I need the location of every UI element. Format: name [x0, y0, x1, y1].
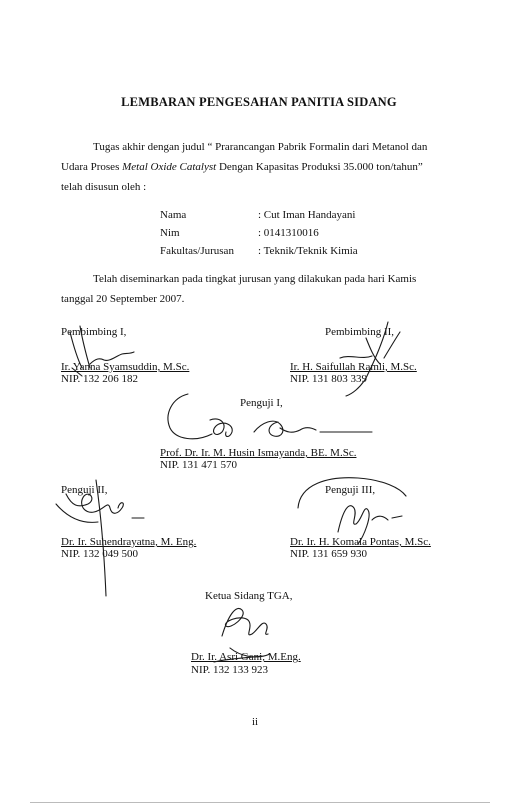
ketua-name: Dr. Ir. Asri Gani, M.Eng.	[191, 651, 301, 663]
name-value: : Cut Iman Handayani	[258, 209, 356, 221]
page-title: LEMBARAN PENGESAHAN PANITIA SIDANG	[121, 95, 397, 109]
penguji-1-role: Penguji I,	[240, 397, 283, 409]
seminar-line-1: Telah diseminarkan pada tingkat jurusan yang dilakukan pada hari Kamis	[93, 273, 417, 285]
nim-label: Nim	[160, 227, 180, 239]
intro-line-2c: Dengan Kapasitas Produksi 35.000 ton/tahun”	[216, 161, 423, 173]
penguji-3-nip: NIP. 131 659 930	[290, 548, 368, 560]
penguji-1-name: Prof. Dr. Ir. M. Husin Ismayanda, BE. M.Sc.	[160, 447, 357, 459]
ketua-role: Ketua Sidang TGA,	[205, 590, 293, 602]
pembimbing-1-nip: NIP. 132 206 182	[61, 373, 139, 385]
penguji-2-name: Dr. Ir. Suhendrayatna, M. Eng.	[61, 536, 197, 548]
intro-line-2a: Udara Proses	[61, 161, 123, 173]
pembimbing-1-role: Pembimbing I,	[61, 326, 127, 338]
intro-line-3: telah disusun oleh :	[61, 181, 147, 193]
page-edge-rule	[30, 802, 490, 803]
faculty-value: : Teknik/Teknik Kimia	[258, 245, 358, 257]
ketua-nip: NIP. 132 133 923	[191, 664, 269, 676]
intro-line-2-italic: Metal Oxide Catalyst	[122, 161, 217, 173]
pembimbing-2-nip: NIP. 131 803 339	[290, 373, 368, 385]
seminar-line-2: tanggal 20 September 2007.	[61, 293, 185, 305]
name-label: Nama	[160, 209, 187, 221]
page-number: ii	[252, 716, 259, 728]
intro-line-1: Tugas akhir dengan judul “ Prarancangan Pabrik Formalin dari Metanol dan	[93, 141, 428, 153]
nim-value: : 0141310016	[258, 227, 319, 239]
faculty-label: Fakultas/Jurusan	[160, 245, 234, 257]
penguji-2-role: Penguji II,	[61, 484, 108, 496]
pembimbing-2-name: Ir. H. Saifullah Ramli, M.Sc.	[290, 361, 417, 373]
pembimbing-1-name: Ir. Yanna Syamsuddin, M.Sc.	[61, 361, 190, 373]
penguji-3-role: Penguji III,	[325, 484, 376, 496]
penguji-2-nip: NIP. 132 049 500	[61, 548, 139, 560]
pembimbing-2-role: Pembimbing II,	[325, 326, 395, 338]
penguji-1-nip: NIP. 131 471 570	[160, 459, 238, 471]
penguji-3-name: Dr. Ir. H. Komala Pontas, M.Sc.	[290, 536, 431, 548]
intro-line-2	[61, 161, 423, 174]
